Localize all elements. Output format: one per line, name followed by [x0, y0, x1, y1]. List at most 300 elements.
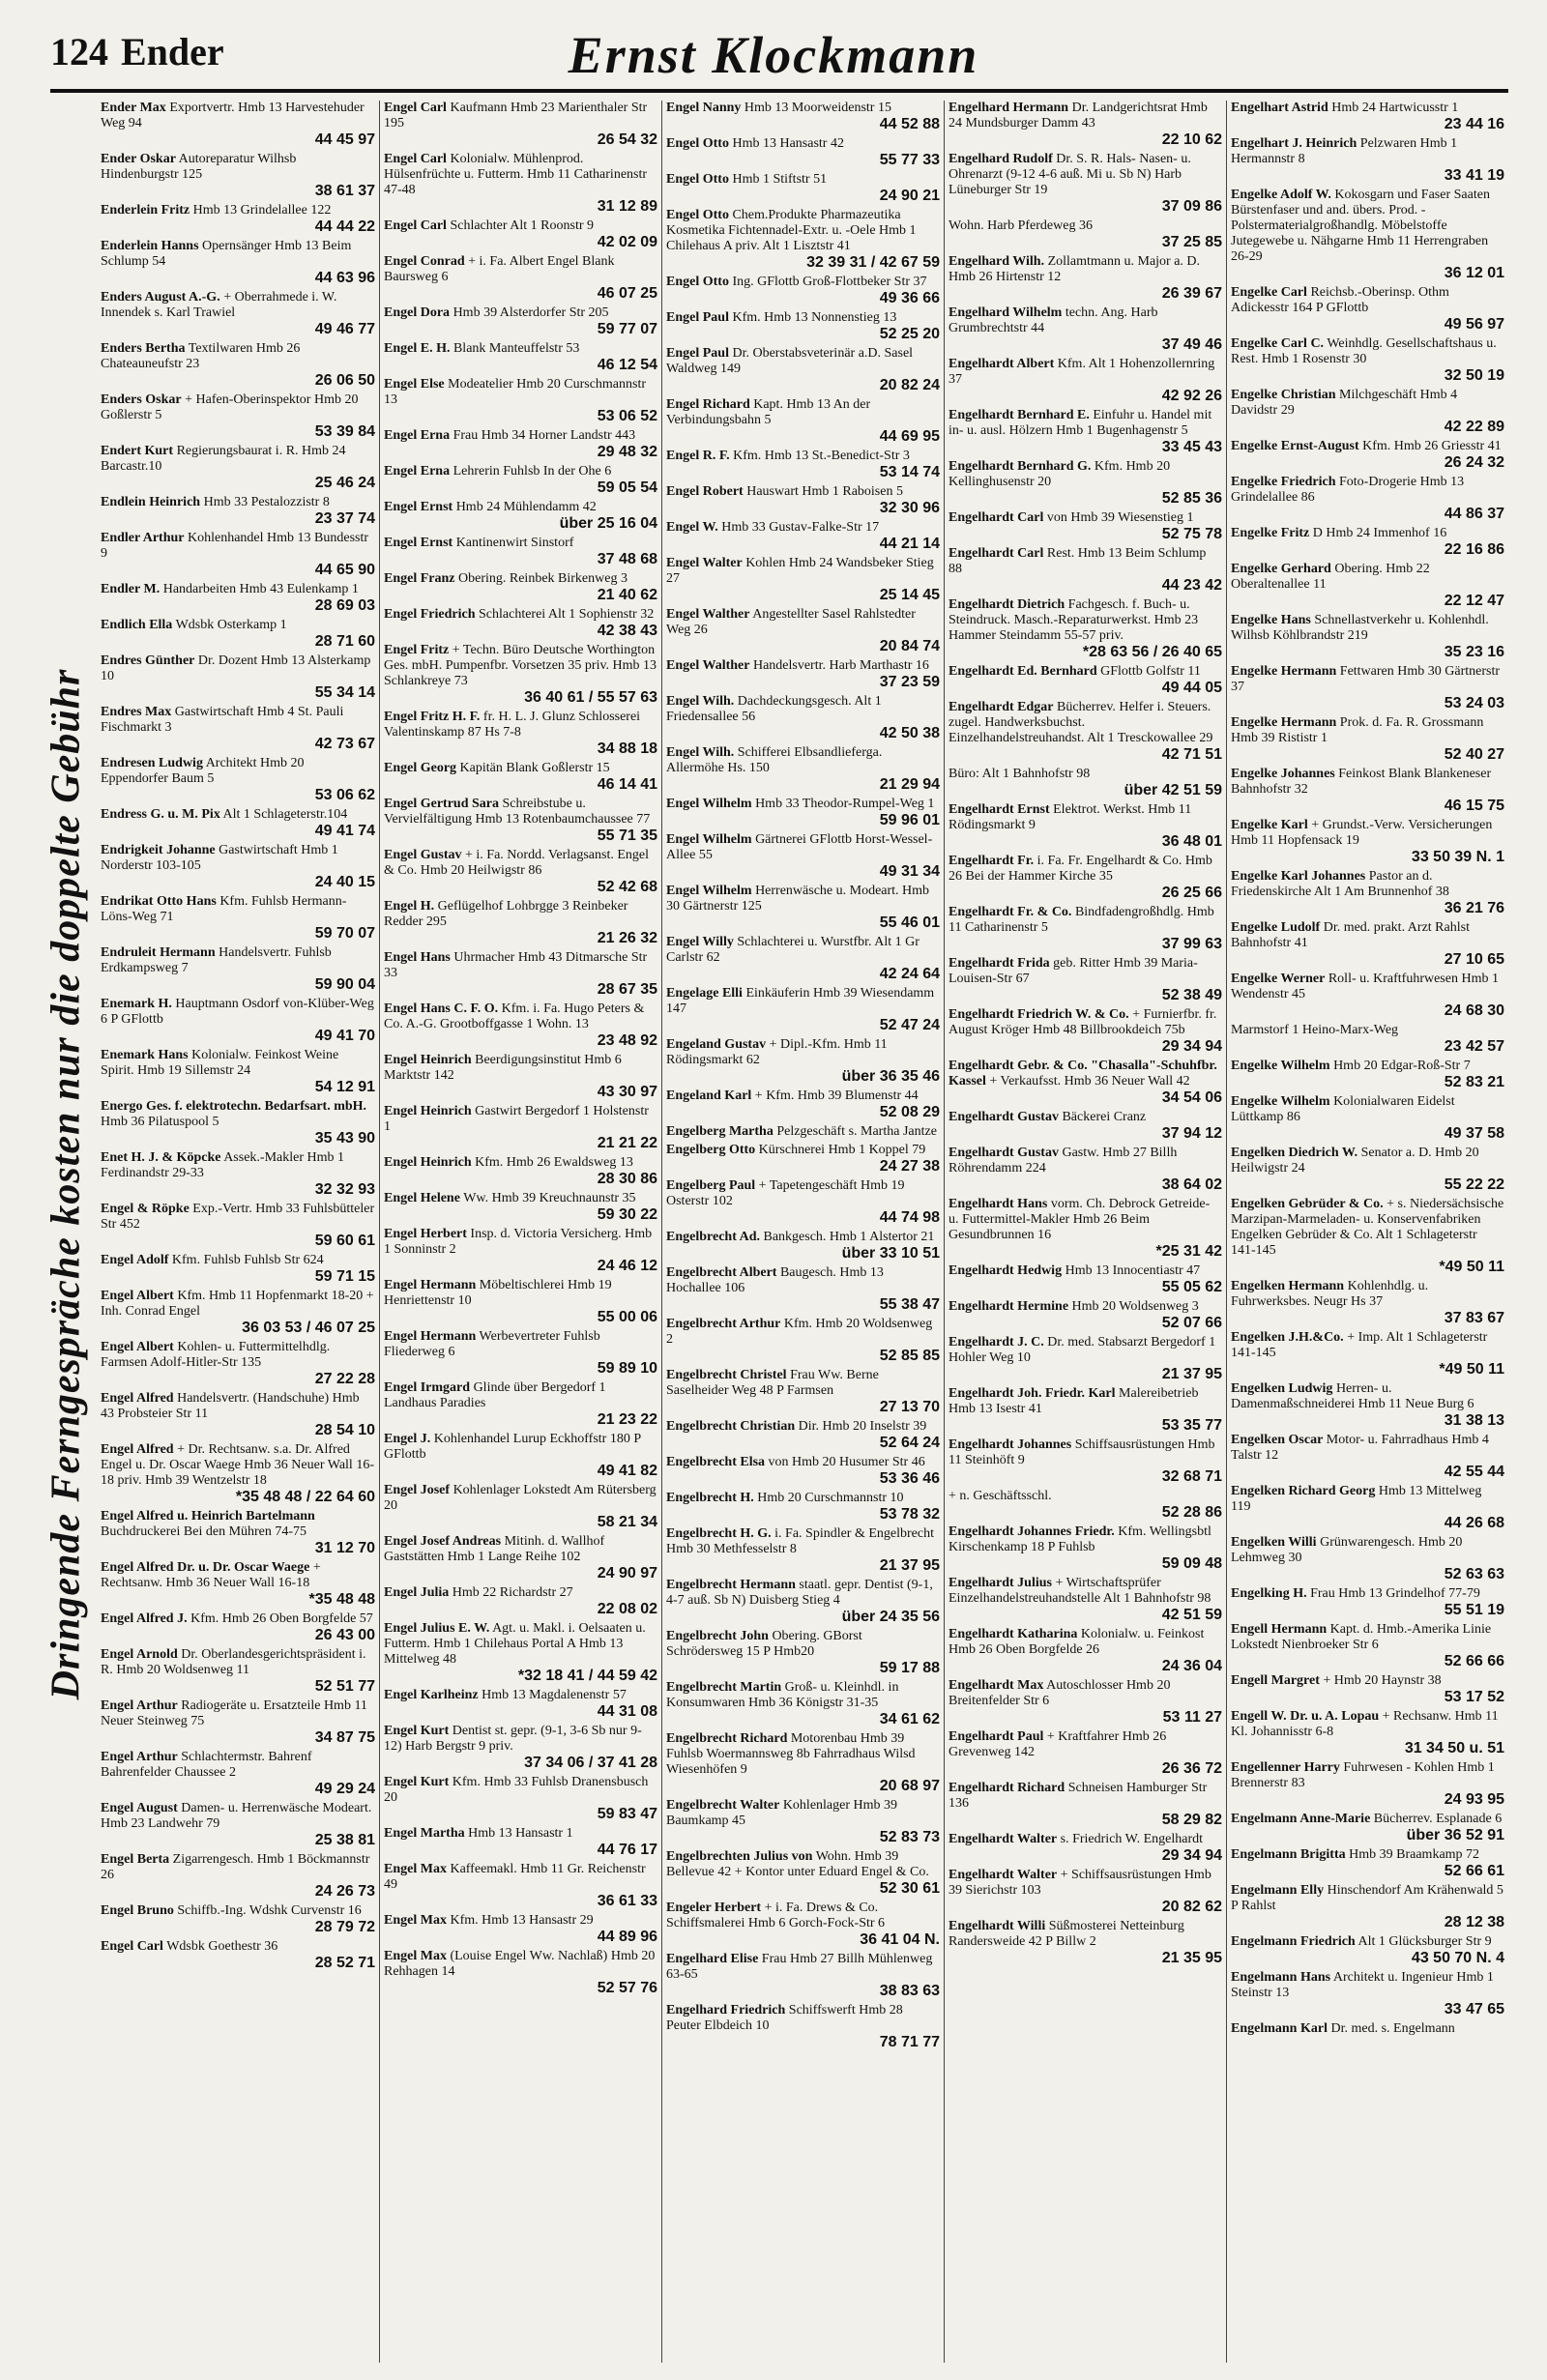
entry-name: Engel Bruno	[101, 1903, 174, 1918]
entry-phone: 21 26 32	[597, 930, 657, 946]
entry-phone: 52 42 68	[597, 879, 657, 895]
entry-name: Engelhardt Bernhard G.	[949, 459, 1092, 474]
entry-phone: 37 49 46	[1161, 336, 1222, 353]
entry-name: Engell Hermann	[1231, 1622, 1328, 1637]
entry-name: Engel Alfred	[101, 1391, 174, 1406]
directory-entry	[1231, 972, 1504, 1020]
entry-name: Engel Conrad	[384, 254, 465, 269]
entry-name: Engel Ernst	[384, 536, 453, 550]
directory-entry	[101, 582, 375, 615]
entry-info: Hmb 13 Hansastr 42	[732, 136, 844, 151]
entry-name: Endress G. u. M. Pix	[101, 807, 220, 822]
directory-entry	[949, 1729, 1222, 1778]
entry-phone: 24 36 04	[1161, 1658, 1222, 1674]
entry-phone: 55 71 35	[597, 827, 657, 844]
entry-name: Enders Bertha	[101, 341, 186, 356]
entry-info: Büro: Alt 1 Bahnhofstr 98	[949, 767, 1091, 781]
entry-name: Engelhardt Richard	[949, 1781, 1065, 1795]
entry-name: Engelke Karl Johannes	[1231, 869, 1366, 884]
directory-entry	[101, 203, 375, 236]
directory-entry	[666, 745, 940, 794]
entry-name: Engel Walther	[666, 658, 750, 673]
directory-entry	[666, 1178, 940, 1227]
entry-name: Engelbrecht Christel	[666, 1368, 787, 1382]
directory-entry	[384, 1432, 657, 1480]
entry-info: Zollamtmann u. Major a. D. Hmb 26 Hirtenstr 12	[949, 254, 1201, 284]
entry-name: Engel Otto	[666, 136, 729, 151]
entry-name: Engelke Gerhard	[1231, 562, 1331, 576]
entry-name: Engel E. H.	[384, 341, 451, 356]
entry-name: Endrikat Otto Hans	[101, 894, 217, 909]
directory-entry	[666, 101, 940, 133]
entry-info: Hmb 36 Pilatuspool 5	[101, 1115, 219, 1129]
directory-entry	[1231, 1586, 1504, 1619]
entry-info: techn. Ang. Harb Grumbrechtstr 44	[949, 305, 1158, 335]
entry-info: Zigarrengesch. Hmb 1 Böckmannstr 26	[101, 1852, 370, 1882]
entry-name: Engel Paul	[666, 310, 729, 325]
directory-entry	[384, 1329, 657, 1378]
directory-entry	[666, 172, 940, 205]
entry-phone: 55 22 22	[1444, 1176, 1504, 1193]
entry-phone: 31 12 70	[314, 1540, 375, 1556]
entry-info: Hmb 22 Richardstr 27	[452, 1585, 573, 1600]
entry-phone: 23 42 57	[1444, 1038, 1504, 1055]
entry-phone: 31 38 13	[1444, 1412, 1504, 1429]
directory-entry	[1231, 2021, 1504, 2037]
entry-name: Engell W. Dr. u. A. Lopau	[1231, 1709, 1380, 1724]
directory-entry	[101, 1202, 375, 1250]
entry-info: Reichsb.-Oberinsp. Othm Adickesstr 164 P GFlottb	[1231, 285, 1449, 315]
directory-entry	[384, 1155, 657, 1188]
directory-entry	[101, 1939, 375, 1972]
entry-phone: 46 15 75	[1444, 798, 1504, 814]
entry-phone: 20 82 62	[1161, 1899, 1222, 1915]
entry-info: Textilwaren Hmb 26 Chateauneufstr 23	[101, 341, 301, 371]
entry-phone: 38 61 37	[314, 183, 375, 199]
entry-name: Engel Heinrich	[384, 1053, 472, 1067]
entry-phone: 32 32 93	[314, 1181, 375, 1198]
directory-entry	[1231, 1535, 1504, 1583]
entry-info: Kfm. Hmb 26 Griesstr 41	[1362, 439, 1502, 453]
directory-entry	[1231, 1094, 1504, 1143]
entry-phone: 21 29 94	[879, 776, 940, 793]
entry-phone: 21 21 22	[597, 1135, 657, 1151]
entry-name: Engel Heinrich	[384, 1104, 472, 1118]
entry-phone: 53 17 52	[1444, 1689, 1504, 1705]
entry-info: Blank Manteuffelstr 53	[452, 341, 580, 356]
entry-phone: 28 54 10	[314, 1422, 375, 1438]
entry-phone: 24 46 12	[597, 1258, 657, 1274]
entry-info: Grünwarengesch. Hmb 20 Lehmweg 30	[1231, 1535, 1463, 1565]
entry-info: Schlachtermstr. Bahrenf Bahrenfelder Chaussee 2	[101, 1750, 312, 1780]
directory-entry	[1231, 818, 1504, 866]
directory-entry	[666, 520, 940, 553]
entry-name: Engel Willy	[666, 935, 734, 949]
entry-phone: 49 36 66	[879, 290, 940, 306]
directory-entry	[384, 341, 657, 374]
directory-entry	[949, 408, 1222, 456]
entry-name: Engel Wilhelm	[666, 832, 752, 847]
entry-name: Engelke Friedrich	[1231, 475, 1336, 489]
entry-info: Dr. Dozent Hmb 13 Alsterkamp 10	[101, 653, 371, 683]
directory-entry	[666, 832, 940, 881]
entry-phone: 44 45 97	[314, 131, 375, 148]
entry-phone: 33 47 65	[1444, 2001, 1504, 2017]
directory-entry	[666, 1629, 940, 1677]
entry-name: Engelhardt Fr. & Co.	[949, 905, 1072, 919]
entry-name: Engel Hermann	[384, 1329, 477, 1344]
entry-info: Lehrerin Fuhlsb In der Ohe 6	[452, 464, 612, 479]
directory-entry	[101, 101, 375, 149]
entry-name: Engel Carl	[101, 1939, 163, 1954]
entry-info: Kolonialw. u. Feinkost Hmb 26 Oben Borgfelde 26	[949, 1627, 1205, 1657]
entry-phone: 22 12 47	[1444, 593, 1504, 609]
entry-name: Engel J.	[384, 1432, 431, 1446]
entry-name: Engel Max	[384, 1913, 447, 1928]
directory-entry	[666, 556, 940, 604]
directory-entry	[384, 377, 657, 425]
entry-name: Engelbrechten Julius von	[666, 1849, 813, 1864]
entry-phone: 42 51 59	[1161, 1607, 1222, 1623]
directory-entry	[101, 1289, 375, 1337]
entry-phone: 52 66 61	[1444, 1863, 1504, 1879]
entry-phone: 42 22 89	[1444, 419, 1504, 435]
directory-entry	[101, 843, 375, 891]
entry-info: Kfm. Hmb 13 Hansastr 29	[450, 1913, 594, 1928]
entry-info: + Rechtsanw. Hmb 36 Neuer Wall 16-18	[101, 1560, 321, 1590]
directory-entry	[384, 1621, 657, 1685]
entry-phone: 59 90 04	[314, 976, 375, 993]
entry-name: Engel Max	[384, 1949, 447, 1963]
entry-phone: 23 37 74	[314, 510, 375, 527]
directory-entry	[384, 571, 657, 604]
entry-name: Engel Albert	[101, 1289, 174, 1303]
directory-entry	[949, 1007, 1222, 1056]
entry-phone: 21 35 95	[1161, 1950, 1222, 1966]
entry-info: Kohlenhdlg. u. Fuhrwerksbes. Neugr Hs 37	[1231, 1279, 1429, 1309]
directory-entry	[949, 305, 1222, 354]
entry-info: Weinhdlg. Gesellschaftshaus u. Rest. Hmb 1 Rosenstr 30	[1231, 336, 1497, 366]
entry-name: Engelhardt Friedrich W. & Co.	[949, 1007, 1129, 1022]
entry-name: Engelhardt Carl	[949, 510, 1044, 525]
entry-phone: 24 93 95	[1444, 1791, 1504, 1808]
entry-phone: 52 63 63	[1444, 1566, 1504, 1582]
entry-phone: 36 48 01	[1161, 833, 1222, 850]
entry-name: Engel Dora	[384, 305, 451, 320]
directory-entry	[384, 1104, 657, 1152]
entry-phone: *28 63 56 / 26 40 65	[1082, 644, 1222, 660]
entry-name: Engelhard Hermann	[949, 101, 1069, 115]
entry-name: Engel Martha	[384, 1826, 465, 1841]
entry-phone: 35 43 90	[314, 1130, 375, 1146]
entry-info: Fuhrwesen - Kohlen Hmb 1 Brennerstr 83	[1231, 1760, 1495, 1790]
entry-name: Engelhardt Fr.	[949, 854, 1035, 868]
directory-entry	[1231, 1970, 1504, 2018]
entry-phone: 53 24 03	[1444, 695, 1504, 711]
entry-name: Endert Kurt	[101, 444, 174, 458]
entry-info: staatl. gepr. Dentist (9-1, 4-7 auß. Sb N) Duisberg Stieg 4	[666, 1578, 933, 1608]
entry-phone: 32 39 31 / 42 67 59	[806, 254, 940, 271]
entry-info: Schneisen Hamburger Str 136	[949, 1781, 1208, 1811]
entry-phone: 20 84 74	[879, 638, 940, 654]
entry-name: Engelage Elli	[666, 986, 743, 1001]
directory-entry	[1231, 475, 1504, 523]
entry-phone: 24 90 21	[879, 188, 940, 204]
entry-name: Engelke Hermann	[1231, 664, 1337, 679]
entry-phone: 59 60 61	[314, 1233, 375, 1249]
entry-phone: 53 06 52	[597, 408, 657, 424]
entry-phone: *49 50 11	[1439, 1361, 1504, 1378]
directory-entry	[949, 1627, 1222, 1675]
entry-info: Hmb 1 Stiftstr 51	[732, 172, 828, 187]
directory-entry	[101, 152, 375, 200]
entry-info: Angestellter Sasel Rahlstedter Weg 26	[666, 607, 916, 637]
directory-entry	[1231, 562, 1504, 610]
directory-entry	[101, 1698, 375, 1747]
entry-name: Engelhardt Max	[949, 1678, 1044, 1693]
entry-phone: 44 21 14	[879, 536, 940, 552]
entry-info: Dr. med. Stabsarzt Bergedorf 1 Hohler Weg 10	[949, 1335, 1216, 1365]
entry-phone: 44 65 90	[314, 562, 375, 578]
directory-entry	[1231, 1023, 1504, 1056]
directory-entry	[101, 341, 375, 390]
entry-phone: 32 68 71	[1161, 1468, 1222, 1485]
entry-phone: über 25 16 04	[559, 515, 657, 532]
directory-entry	[949, 767, 1222, 799]
entry-name: Engel Max	[384, 1862, 447, 1876]
entry-info: Kapitän Blank Goßlerstr 15	[459, 761, 610, 775]
entry-name: Engelhart Astrid	[1231, 101, 1328, 115]
entry-info: Motor- u. Fahrradhaus Hmb 4 Talstr 12	[1231, 1433, 1489, 1463]
entry-info: Kolonialw. Feinkost Weine Spirit. Hmb 19 Sillemstr 24	[101, 1048, 339, 1078]
entry-name: Engelhard Elise	[666, 1952, 759, 1966]
directory-entry	[1231, 869, 1504, 917]
entry-info: Kfm. Hmb 26 Ewaldsweg 13	[475, 1155, 633, 1170]
directory-entry	[666, 1491, 940, 1524]
entry-name: Engelhart J. Heinrich	[1231, 136, 1357, 151]
entry-name: Endlein Heinrich	[101, 495, 201, 509]
directory-entry	[666, 1680, 940, 1728]
entry-name: Engelhardt Gebr. & Co. "Chasalla"-Schuhfbr. Kassel	[949, 1059, 1217, 1088]
entry-name: Engelhardt Johannes	[949, 1437, 1072, 1452]
entry-info: Kfm. Hmb 20 Woldsenweg 2	[666, 1317, 933, 1347]
entry-phone: über 36 35 46	[841, 1068, 940, 1085]
entry-info: Handelsvertr. Fuhlsb Erdkampsweg 7	[101, 945, 332, 975]
entry-name: Engelke Hermann	[1231, 715, 1337, 730]
directory-entry	[1231, 1934, 1504, 1967]
entry-name: Engelken Gebrüder & Co.	[1231, 1197, 1384, 1211]
entry-info: + Dr. Rechtsanw. s.a. Dr. Alfred Engel u. Dr. Oscar Waege Hmb 36 Neuer Wall 16-18 priv. Hmb 39 Wentzelstr 18	[101, 1442, 374, 1488]
directory-entry	[666, 1798, 940, 1846]
entry-phone: 24 90 97	[597, 1565, 657, 1582]
entry-info: i. Fa. Fr. Engelhardt & Co. Hmb 26 Bei der Hammer Kirche 35	[949, 854, 1212, 884]
entry-info: Kohlenhandel Hmb 13 Bundesstr 9	[101, 531, 369, 561]
entry-info: Autoreparatur Wilhsb Hindenburgstr 125	[101, 152, 297, 182]
entry-phone: 28 52 71	[314, 1955, 375, 1971]
entry-info: Alt 1 Glücksburger Str 9	[1357, 1934, 1492, 1949]
directory-column	[1226, 101, 1508, 2363]
entry-info: Handarbeiten Hmb 43 Eulenkamp 1	[162, 582, 359, 596]
entry-name: Engel Hans	[384, 950, 451, 965]
entry-phone: 33 50 39 N. 1	[1411, 849, 1504, 865]
directory-entry	[666, 1124, 940, 1140]
entry-name: Engel Kurt	[384, 1775, 450, 1789]
entry-name: Engel Kurt	[384, 1724, 450, 1738]
entry-name: Engeland Gustav	[666, 1037, 767, 1052]
entry-info: Herren- u. Damenmaßschneiderei Hmb 11 Neue Burg 6	[1231, 1381, 1474, 1411]
entry-info: Kolonialw. Mühlenprod. Hülsenfrüchte u. Futterm. Hmb 11 Catharinenstr 47-48	[384, 152, 648, 197]
entry-phone: 78 71 77	[879, 2034, 940, 2050]
entry-name: Engelmann Brigitta	[1231, 1847, 1346, 1862]
entry-info: + Techn. Büro Deutsche Worthington Ges. mbH. Pumpenfbr. Vorsetzen 35 priv. Hmb 13 Schlankreye 73	[384, 643, 657, 688]
entry-info: Buchdruckerei Bei den Mühren 74-75	[101, 1524, 307, 1539]
entry-name: Engelbrecht Richard	[666, 1731, 788, 1746]
entry-info: + Kraftfahrer Hmb 26 Grevenweg 142	[949, 1729, 1167, 1759]
entry-info: Malereibetrieb Hmb 13 Isestr 41	[949, 1386, 1199, 1416]
entry-name: Engelhardt Walter	[949, 1868, 1058, 1882]
entry-name: Engel Carl	[384, 152, 447, 166]
directory-entry	[1231, 188, 1504, 282]
entry-phone: 38 64 02	[1161, 1176, 1222, 1193]
entry-name: Engel Arthur	[101, 1698, 178, 1713]
directory-entry	[949, 1524, 1222, 1573]
entry-info: Kantinenwirt Sinstorf	[455, 536, 574, 550]
directory-entry	[949, 1263, 1222, 1296]
directory-entry	[384, 643, 657, 707]
entry-info: Wohn. Harb Pferdeweg 36	[949, 218, 1093, 233]
entry-name: Engelmann Friedrich	[1231, 1934, 1356, 1949]
directory-entry	[949, 1489, 1222, 1522]
entry-info: Kolonialwaren Eidelst Lüttkamp 86	[1231, 1094, 1455, 1124]
entry-phone: 21 23 22	[597, 1411, 657, 1428]
directory-entry	[1231, 715, 1504, 764]
entry-name: Engelhardt Willi	[949, 1919, 1046, 1933]
entry-phone: 22 10 62	[1161, 131, 1222, 148]
directory-entry	[1231, 664, 1504, 712]
entry-info: Schlachterei u. Wurstfbr. Alt 1 Gr Carlstr 62	[666, 935, 919, 965]
entry-phone: 43 30 97	[597, 1084, 657, 1100]
entry-name: Engel Fritz	[384, 643, 450, 657]
entry-phone: 52 38 49	[1161, 987, 1222, 1003]
entry-phone: 26 06 50	[314, 372, 375, 389]
ad-banner: Ernst Klockmann	[568, 26, 979, 84]
directory-entry	[949, 700, 1222, 764]
entry-name: Engelhardt J. C.	[949, 1335, 1044, 1350]
entry-phone: 49 56 97	[1444, 316, 1504, 333]
entry-name: Engel W.	[666, 520, 718, 535]
entry-phone: 52 30 61	[879, 1880, 940, 1897]
entry-info: Kfm. i. Fa. Hugo Peters & Co. A.-G. Grootboffgasse 1 Wohn. 13	[384, 1001, 645, 1031]
entry-info: Hauswart Hmb 1 Raboisen 5	[746, 484, 903, 499]
entry-name: Engel Franz	[384, 571, 455, 586]
entry-info: Fettwaren Hmb 30 Gärtnerstr 37	[1231, 664, 1501, 694]
entry-phone: 24 68 30	[1444, 1002, 1504, 1019]
entry-name: Engel Fritz H. F.	[384, 710, 481, 724]
entry-name: Engel Julius E. W.	[384, 1621, 490, 1636]
entry-phone: 37 25 85	[1161, 234, 1222, 250]
entry-name: Engel Hermann	[384, 1278, 477, 1292]
directory-entry	[666, 1455, 940, 1488]
entry-phone: 55 34 14	[314, 684, 375, 701]
entry-info: Beerdigungsinstitut Hmb 6 Marktstr 142	[384, 1053, 622, 1083]
entry-name: Engel Karlheinz	[384, 1688, 479, 1702]
directory-entry	[949, 956, 1222, 1004]
entry-info: vorm. Ch. Debrock Getreide- u. Futtermittel-Makler Hmb 26 Beim Gesundbrunnen 16	[949, 1197, 1211, 1242]
entry-phone: 44 31 08	[597, 1703, 657, 1720]
entry-phone: 24 27 38	[879, 1158, 940, 1175]
directory-entry	[666, 935, 940, 983]
directory-entry	[949, 459, 1222, 508]
directory-entry	[384, 1001, 657, 1050]
entry-phone: 59 89 10	[597, 1360, 657, 1377]
entry-name: Engelhardt Bernhard E.	[949, 408, 1090, 422]
directory-entry	[384, 218, 657, 251]
entry-name: Engelke Ernst-August	[1231, 439, 1359, 453]
entry-info: Pelzwaren Hmb 1 Hermannstr 8	[1231, 136, 1458, 166]
entry-name: Engel H.	[384, 899, 435, 914]
directory-entry	[949, 1386, 1222, 1435]
entry-name: Engelke Werner	[1231, 972, 1326, 986]
entry-phone: 28 79 72	[314, 1919, 375, 1935]
directory-entry	[101, 444, 375, 492]
entry-info: Kfm. Hmb 26 Oben Borgfelde 57	[190, 1611, 373, 1626]
directory-entry	[666, 346, 940, 394]
entry-info: Architekt Hmb 20 Eppendorfer Baum 5	[101, 756, 305, 786]
entry-name: Engelbrecht Elsa	[666, 1455, 766, 1469]
entry-name: Enemark Hans	[101, 1048, 189, 1062]
directory-entry	[666, 1526, 940, 1575]
entry-info: Gastw. Hmb 27 Billh Röhrendamm 224	[949, 1146, 1178, 1175]
entry-name: Engel Robert	[666, 484, 744, 499]
entry-name: Endlich Ella	[101, 618, 173, 632]
entry-info: Elektrot. Werkst. Hmb 11 Rödingsmarkt 9	[949, 802, 1192, 832]
entry-info: Herrenwäsche u. Modeart. Hmb 30 Gärtnerstr 125	[666, 884, 930, 914]
entry-phone: 28 30 86	[597, 1171, 657, 1187]
side-advertisement	[37, 140, 95, 2228]
entry-phone: 52 28 86	[1161, 1504, 1222, 1521]
entry-name: Engelbrecht H.	[666, 1491, 754, 1505]
entry-info: Handelsvertr. Harb Marthastr 16	[752, 658, 929, 673]
entry-info: Milchgeschäft Hmb 4 Davidstr 29	[1231, 388, 1458, 418]
entry-info: Exportvertr. Hmb 13 Harvestehuder Weg 94	[101, 101, 365, 131]
entry-info: Pastor an d. Friedenskirche Alt 1 Am Brunnenhof 38	[1231, 869, 1449, 899]
entry-info: Möbeltischlerei Hmb 19 Henriettenstr 10	[384, 1278, 612, 1308]
directory-entry	[666, 1849, 940, 1898]
directory-entry	[949, 152, 1222, 216]
entry-phone: 53 11 27	[1162, 1709, 1222, 1726]
entry-name: Engelbrecht Christian	[666, 1419, 796, 1434]
directory-entry	[666, 986, 940, 1034]
directory-entry	[1231, 1883, 1504, 1931]
entry-info: Kfm. Hmb 11 Hopfenmarkt 18-20 + Inh. Conrad Engel	[101, 1289, 374, 1319]
directory-entry	[384, 1053, 657, 1101]
entry-phone: 26 43 00	[314, 1627, 375, 1643]
entry-name: Engel Erna	[384, 428, 451, 443]
directory-entry	[666, 449, 940, 481]
entry-name: Enderlein Hanns	[101, 239, 199, 253]
directory-entry	[384, 1380, 657, 1429]
entry-info: Schnellastverkehr u. Kohlenhdl. Wilhsb Köhlbrandstr 219	[1231, 613, 1489, 643]
directory-entry	[384, 797, 657, 845]
entry-name: Engel R. F.	[666, 449, 730, 463]
entry-info: Bäckerei Cranz	[1062, 1110, 1147, 1124]
entry-info: von Hmb 20 Husumer Str 46	[768, 1455, 925, 1469]
directory-entry	[101, 1903, 375, 1936]
entry-name: Engel Alfred J.	[101, 1611, 188, 1626]
entry-info: Schifferei Elbsandlieferga. Allermöhe Hs. 150	[666, 745, 883, 775]
entry-info: Pelzgeschäft s. Martha Jantze	[776, 1124, 937, 1139]
entry-info: Groß- u. Kleinhdl. in Konsumwaren Hmb 36 Königstr 31-35	[666, 1680, 899, 1710]
